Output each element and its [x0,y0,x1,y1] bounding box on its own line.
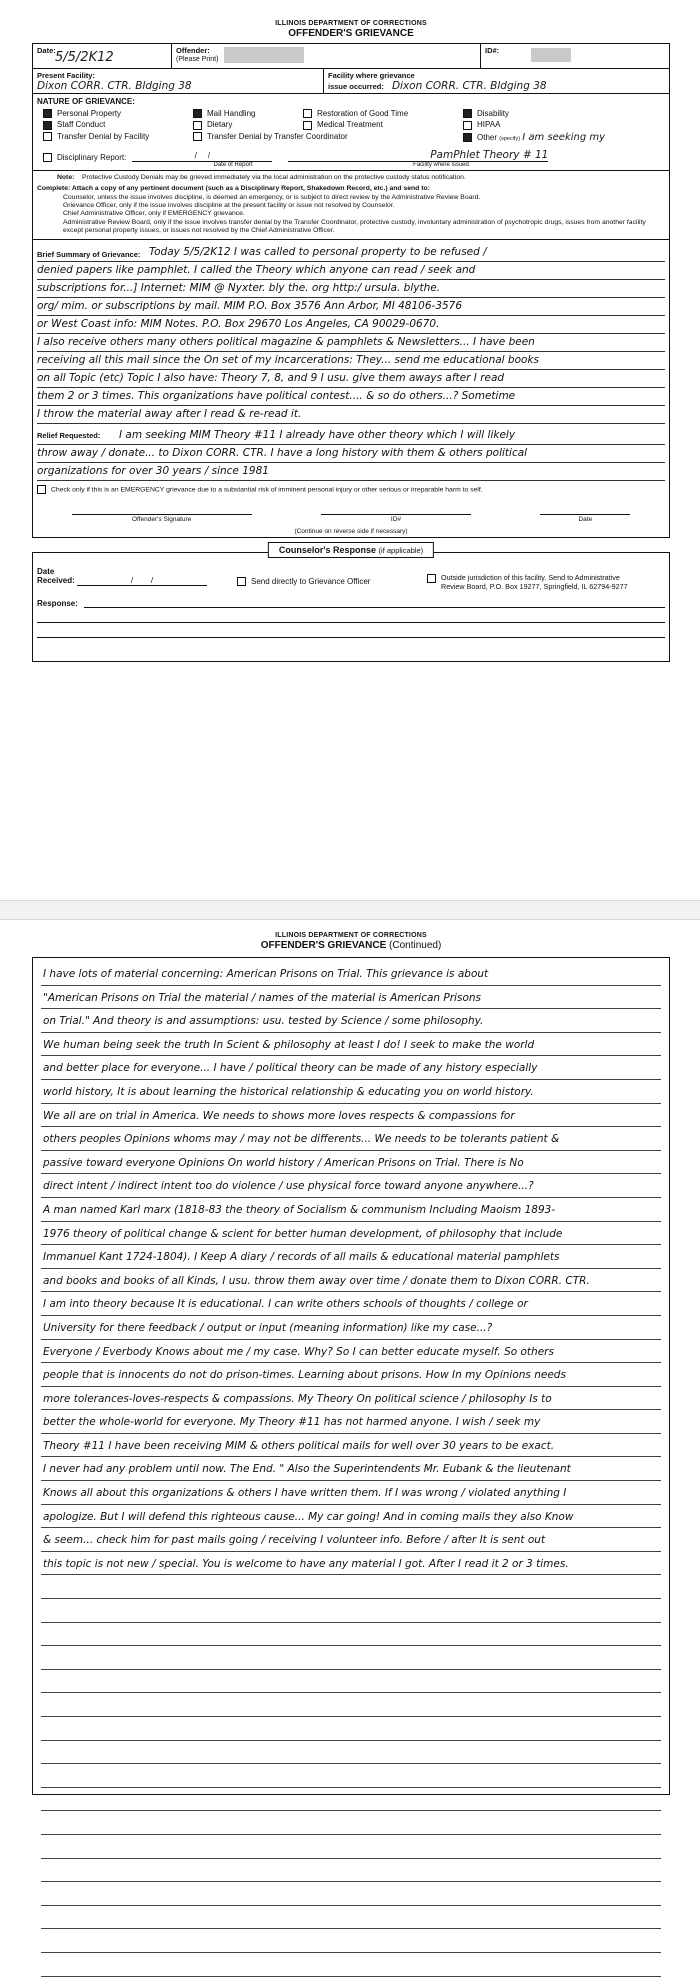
option-medical-treatment[interactable]: Medical Treatment [303,120,463,129]
brief-summary-text[interactable] [37,244,665,424]
text-line[interactable]: We all are on trial in America. We needs to shows more loves respects & compassions for [41,1104,661,1128]
text-line[interactable] [41,1623,661,1647]
option-restoration-good-time[interactable]: Restoration of Good Time [303,109,463,118]
counselor-text: Counselor, unless the issue involves discipline, is deemed an emergency, or is subject to direct review by the Administrative Review Board. [63,193,481,201]
text-line[interactable]: I never had any problem until now. The End. " Also the Superintendents Mr. Eubank & the lieutenant [41,1457,661,1481]
text-line[interactable]: 1976 theory of political change & scient for better human development, of philosophy that include [41,1222,661,1246]
checkbox-icon[interactable] [43,109,52,118]
option-hipaa[interactable]: HIPAA [463,120,665,129]
text-line[interactable]: on Trial." And theory is and assumptions: usu. tested by Science / some philosophy. [41,1009,661,1033]
text-line[interactable]: denied papers like pamphlet. I called the Theory which anyone can read / seek and [37,262,665,280]
text-line[interactable]: I am seeking MIM Theory #11 I already have other theory which I will likely [37,427,665,445]
form-box [32,43,670,538]
date-label: Date: [37,46,56,55]
text-line[interactable] [41,1788,661,1812]
text-line[interactable]: world history, It is about learning the historical relationship & educating you on world history. [41,1080,661,1104]
text-line[interactable]: I throw the material away after I read & re-read it. [37,406,665,424]
text-line[interactable] [41,1599,661,1623]
relief-text[interactable] [37,427,665,481]
other-value-2[interactable]: PamPhlet Theory # 11 [430,148,549,161]
option-mail-handling[interactable]: Mail Handling [193,109,303,118]
text-line[interactable]: and books and books of all Kinds, I usu. throw them away over time / donate them to Dixon CORR. CTR. [41,1269,661,1293]
option-personal-property[interactable]: Personal Property [43,109,193,118]
text-line[interactable] [41,1717,661,1741]
text-line[interactable]: Knows all about this organizations & others I have written them. If I was wrong / violated anything I [41,1481,661,1505]
id-redacted [531,48,571,62]
relief-label: Relief Requested: [37,430,101,440]
form-title-2: OFFENDER'S GRIEVANCE (Continued) [260,940,442,951]
text-line[interactable]: others peoples Opinions whoms may / may not be differents... We needs to be tolerants patient & [41,1127,661,1151]
option-staff-conduct[interactable]: Staff Conduct [43,120,193,129]
text-line[interactable] [41,1670,661,1694]
checkbox-icon[interactable] [303,121,312,130]
text-line[interactable] [41,1764,661,1788]
checkbox-icon[interactable] [303,109,312,118]
brief-summary-section [33,239,669,537]
emergency-checkbox-icon[interactable] [37,485,46,494]
checkbox-icon[interactable] [463,121,472,130]
disciplinary-checkbox-icon[interactable] [43,153,52,162]
text-line[interactable]: and better place for everyone... I have / political theory can be made of any history especially [41,1056,661,1080]
page-separator [0,900,700,920]
checkbox-icon[interactable] [193,109,202,118]
checkbox-icon[interactable] [193,121,202,130]
checkbox-icon[interactable] [43,121,52,130]
date-report-field[interactable]: / / [132,151,272,162]
text-line[interactable]: more tolerances-loves-respects & compassions. My Theory On political science / philosophy Is to [41,1387,661,1411]
date-of-report-label: Date of Report [213,161,253,168]
text-line[interactable]: better the whole-world for everyone. My Theory #11 has not harmed anyone. I wish / seek my [41,1410,661,1434]
text-line[interactable]: people that is innocents do not do prison-times. Learning about prisons. How In my Opinions needs [41,1363,661,1387]
signature-label: Offender's Signature [72,514,252,523]
send-direct-option[interactable]: Send directly to Grievance Officer [237,567,427,591]
continuation-text[interactable] [41,962,661,1977]
grievance-page-1 [32,20,670,888]
text-line[interactable]: direct intent / indirect intent too do violence / use physical force toward anyone anywhere...? [41,1174,661,1198]
offender-label: Offender: [176,46,210,55]
instructions-section: Note: Protective Custody Denials may be grieved immediately via the local administration on the protective custody status notification. Complete: Attach a copy of any pertinent document (such as a Disciplinary Report, Shakedown Record, etc.) and send to: Counselor, unless the issue involves discipline, is deemed an emergency, or is subject to direct review by the Administrative Review Board. Grievance Officer, only if the issue involves discipline at the present facility or issue not resolved by Counselor. Chief Administrative Officer, only if EMERGENCY grievance. Administrative Review Board, only if the issue involves transfer denial by the Transfer Coordinator, protective custody, involuntary administration of psychotropic drugs, issues from another facility except personal property issues, or issues not resolved by the Chief Administrative Officer. [33,170,669,239]
checkbox-icon[interactable] [463,133,472,142]
outside-jurisdiction-option[interactable]: Outside jurisdiction of this facility. Send to Administrative Review Board, P.O. Box 19277, Springfield, IL 62794-9277 [427,567,665,591]
text-line[interactable]: org/ mim. or subscriptions by mail. MIM P.O. Box 3576 Ann Arbor, MI 48106-3576 [37,298,665,316]
text-line[interactable]: throw away / donate... to Dixon CORR. CTR. I have a long history with them & others political [37,445,665,463]
response-label: Response: [37,598,78,608]
option-other[interactable]: Other (specify) I am seeking my [463,132,665,143]
cao-text: Chief Administrative Officer, only if EMERGENCY grievance. [63,210,245,218]
checkbox-icon[interactable] [43,132,52,141]
checkbox-icon[interactable] [427,574,436,583]
emergency-row[interactable]: Check only if this is an EMERGENCY grievance due to a substantial risk of imminent personal injury or other serious or irreparable harm to self. [37,485,665,494]
nature-section [33,94,669,170]
option-transfer-denial-facility[interactable]: Transfer Denial by Facility [43,132,193,143]
response-field[interactable] [84,607,665,608]
offender-sub: (Please Print) [176,56,219,63]
text-line[interactable]: I have lots of material concerning: American Prisons on Trial. This grievance is about [41,962,661,986]
text-line[interactable]: Immanuel Kant 1724-1804). I Keep A diary / records of all mails & educational material pamphlets [41,1245,661,1269]
text-line[interactable]: receiving all this mail since the On set of my incarcerations: They... send me educational books [37,352,665,370]
dept-header-2: ILLINOIS DEPARTMENT OF CORRECTIONS [275,932,427,939]
issue-occurred-label: issue occurred: [328,82,384,91]
checkbox-icon[interactable] [193,132,202,141]
text-line[interactable]: them 2 or 3 times. This organizations have political contest.... & so do others...? Sometime [37,388,665,406]
id-label: ID#: [485,46,500,55]
text-line[interactable]: Theory #11 I have been receiving MIM & others political mails for well over 30 years to be exact. [41,1434,661,1458]
text-line[interactable]: & seem... check him for past mails going / receiving I volunteer info. Before / after It is sent out [41,1528,661,1552]
text-line[interactable] [41,1906,661,1930]
text-line[interactable]: I also receive others many others political magazine & pamphlets & Newsletters... I have been [37,334,665,352]
text-line[interactable]: organizations for over 30 years / since 1981 [37,463,665,481]
disciplinary-label: Disciplinary Report: [57,152,127,162]
text-line[interactable]: We human being seek the truth In Scient & philosophy at least I do! I seek to make the world [41,1033,661,1057]
checkbox-icon[interactable] [237,577,246,586]
text-line[interactable] [41,1882,661,1906]
date-value[interactable]: 5/5/2K12 [55,50,114,65]
text-line[interactable] [41,1741,661,1765]
nature-label: NATURE OF GRIEVANCE: [37,97,135,106]
sig-id-label: ID# [321,514,471,523]
brief-summary-label: Brief Summary of Grievance: [37,249,141,259]
text-line[interactable] [41,1859,661,1883]
response-line [37,622,665,623]
text-line[interactable]: "American Prisons on Trial the material / names of the material is American Prisons [41,986,661,1010]
present-facility-label: Present Facility: [37,71,95,80]
option-transfer-denial-coordinator[interactable]: Transfer Denial by Transfer Coordinator [193,132,463,143]
text-line[interactable]: passive toward everyone Opinions On world history / American Prisons on Trial. There is No [41,1151,661,1175]
continuation-box [32,957,670,1795]
facility-occurred-value[interactable]: Dixon CORR. CTR. Bldging 38 [391,80,547,92]
form-title: OFFENDER'S GRIEVANCE [288,28,414,39]
response-line [37,637,665,638]
dept-header: ILLINOIS DEPARTMENT OF CORRECTIONS [275,20,427,27]
sig-date-label: Date [540,514,630,523]
text-line[interactable]: this topic is not new / special. You is welcome to have any material I got. After I read it 2 or 3 times. [41,1552,661,1576]
complete-text: Complete: Attach a copy of any pertinent document (such as a Disciplinary Report, Shakedown Record, etc.) and send to: [37,185,430,193]
facility-issued-label: Facility where issued [413,161,469,168]
received-date-field[interactable]: / / [77,576,207,586]
text-line[interactable]: or West Coast info: MIM Notes. P.O. Box 29670 Los Angeles, CA 90029-0670. [37,316,665,334]
option-dietary[interactable]: Dietary [193,120,303,129]
checkbox-icon[interactable] [463,109,472,118]
counselor-response-box: Counselor's Response (if applicable) Date Received: / / Send directly to Grievance Officer Outside jurisdiction of this facility. Send to Administrative Review Board, P.O. Box 19277, Springfield, IL 62794-9277 Response: [32,552,670,662]
arb-text: Administrative Review Board, only if the issue involves transfer denial by the Transfer Coordinator, protective custody, involuntary administration of psychotropic drugs, issues from another facility except personal property issues, or issues not resolved by the Chief Administrative Officer. [63,218,646,235]
facility-occurred-label: Facility where grievance [328,71,415,80]
offender-name-redacted [224,47,304,63]
text-line[interactable] [41,1835,661,1859]
text-line[interactable]: Everyone / Everbody Knows about me / my case. Why? So I can better educate myself. So others [41,1340,661,1364]
continue-text: (Continue on reverse side if necessary) [294,527,408,535]
grievance-page-2 [32,932,670,1812]
text-line[interactable]: A man named Karl marx (1818-83 the theory of Socialism & communism Including Maoism 1893- [41,1198,661,1222]
grievance-officer-text: Grievance Officer, only if the issue involves discipline at the present facility or issue not resolved by Counselor. [63,202,395,209]
text-line[interactable] [41,1929,661,1953]
counselor-response-title: Counselor's Response (if applicable) [268,542,434,558]
text-line[interactable]: on all Topic (etc) Topic I also have: Theory 7, 8, and 9 I usu. give them aways after I read [37,370,665,388]
present-facility-value[interactable]: Dixon CORR. CTR. Bldging 38 [37,80,192,92]
text-line[interactable]: University for there feedback / output or input (meaning information) like my case...? [41,1316,661,1340]
facility-issued-field[interactable] [288,149,548,162]
text-line[interactable] [41,1575,661,1599]
other-value-1[interactable]: I am seeking my [522,131,606,143]
note-text: Protective Custody Denials may be grieved immediately via the local administration on the protective custody status notification. [81,173,466,181]
text-line[interactable] [41,1953,661,1977]
text-line[interactable] [41,1811,661,1835]
text-line[interactable] [41,1646,661,1670]
text-line[interactable] [41,1693,661,1717]
received-label: Received: [37,575,75,585]
text-line[interactable]: Today 5/5/2K12 I was called to personal property to be refused / [37,244,665,262]
text-line[interactable]: subscriptions for...] Internet: MIM @ Nyxter. bly the. org http:/ ursula. blythe. [37,280,665,298]
text-line[interactable]: I am into theory because It is educational. I can write others schools of thoughts / college or [41,1292,661,1316]
option-disability[interactable]: Disability [463,109,665,118]
text-line[interactable]: apologize. But I will defend this righteous cause... My car going! And in coming mails they also Know [41,1505,661,1529]
